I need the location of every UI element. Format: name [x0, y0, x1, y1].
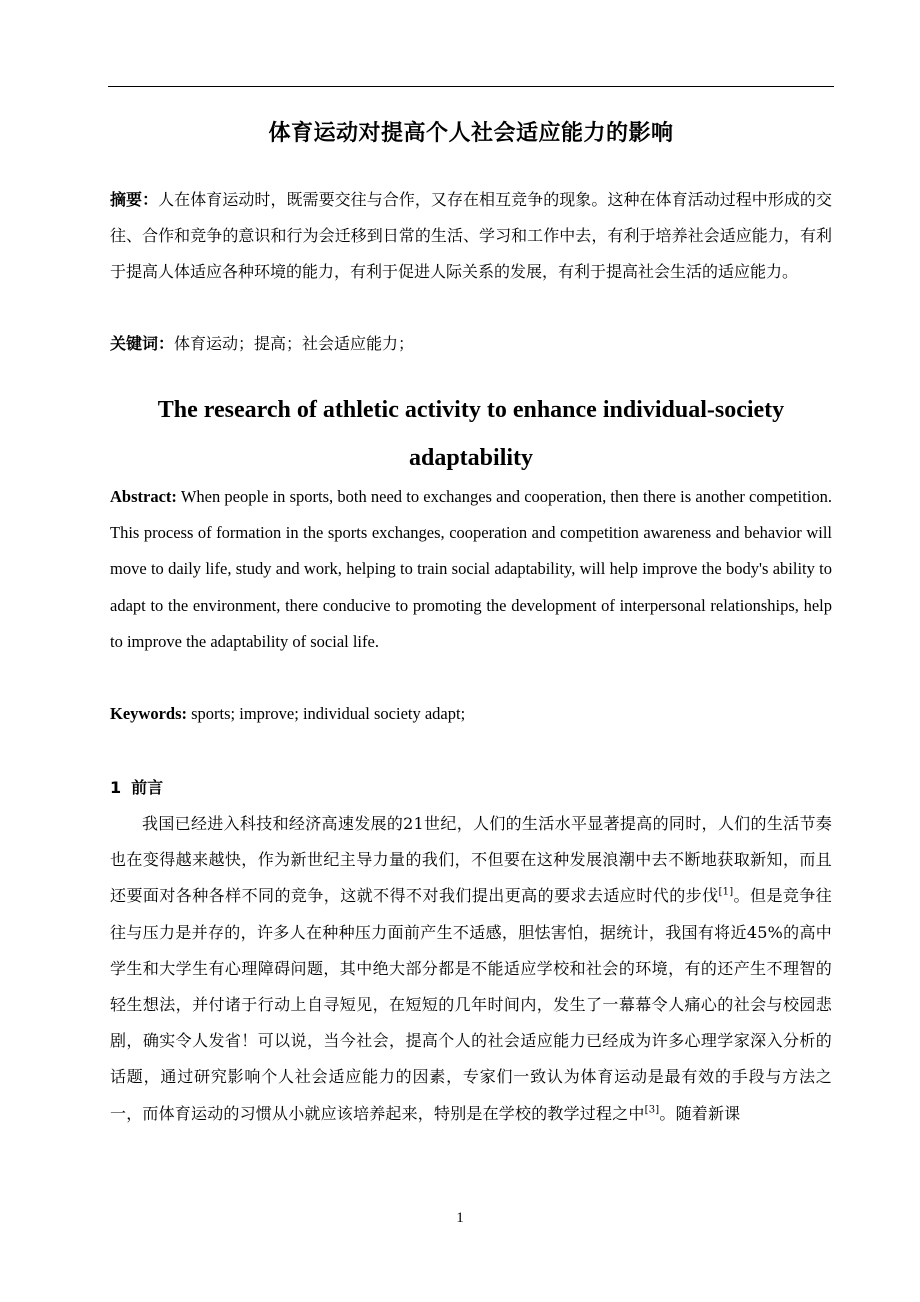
english-abstract — [110, 479, 832, 660]
section-number: 1 — [110, 778, 122, 797]
page-number: 1 — [456, 1210, 464, 1226]
paragraph-text-part3: 。随着新课 — [659, 1103, 741, 1123]
chinese-title: 体育运动对提高个人社会适应能力的影响 — [268, 121, 674, 146]
english-keywords-label: Keywords: — [110, 704, 187, 723]
body-paragraph — [110, 806, 832, 1132]
english-abstract-label: Abstract: — [110, 487, 177, 506]
section-heading — [110, 770, 163, 806]
citation-1[interactable]: [1] — [718, 887, 734, 899]
english-abstract-text: When people in sports, both need to exchanges and cooperation, then there is another competition. This process of formation in the sports exchanges, cooperation and competition awareness and behavior will move to daily life, study and work, helping to train social adaptability, will help improve the body's ability to adapt to the environment, there conducive to promoting the development of interpersonal relationships, help to improve the adaptability of social life. — [110, 487, 832, 651]
citation-3[interactable]: [3] — [644, 1104, 660, 1116]
chinese-keywords — [110, 326, 832, 362]
header-rule — [108, 86, 834, 87]
english-title-line1: The research of athletic activity to enhance individual-society — [157, 397, 785, 423]
english-keywords-text: sports; improve; individual society adapt; — [191, 704, 466, 723]
english-keywords — [110, 696, 832, 732]
chinese-abstract — [110, 182, 832, 290]
chinese-abstract-text: 人在体育运动时，既需要交往与合作，又存在相互竞争的现象。这种在体育活动过程中形成的交往、合作和竞争的意识和行为会迁移到日常的生活、学习和工作中去，有利于培养社会适应能力，有利于提高人体适应各种环境的能力，有利于促进人际关系的发展，有利于提高社会生活的适应能力。 — [110, 190, 832, 281]
paragraph-text-part1: 我国已经进入科技和经济高速发展的21世纪，人们的生活水平显著提高的同时，人们的生活节奏也在变得越来越快，作为新世纪主导力量的我们，不但要在这种发展浪潮中去不断地获取新知，而且还要面对各种各样不同的竞争，这就不得不对我们提出更高的要求去适应时代的步伐 — [110, 814, 832, 906]
chinese-keywords-text: 体育运动；提高；社会适应能力； — [174, 334, 415, 353]
section-title: 前言 — [131, 778, 164, 797]
chinese-keywords-label: 关键词： — [110, 334, 175, 353]
paragraph-text-part2: 。但是竞争往往与压力是并存的，许多人在种种压力面前产生不适感，胆怯害怕，据统计，我国有将近45%的高中学生和大学生有心理障碍问题，其中绝大部分都是不能适应学校和社会的环境，有的还产生不理智的轻生想法，并付诸于行动上自寻短见，在短短的几年时间内，发生了一幕幕令人痛心的社会与校园悲剧，确实令人发省！可以说，当今社会，提高个人的社会适应能力已经成为许多心理学家深入分析的话题，通过研究影响个人社会适应能力的因素，专家们一致认为体育运动是最有效的手段与方法之一，而体育运动的习惯从小就应该培养起来，特别是在学校的教学过程之中 — [110, 886, 832, 1123]
english-title — [108, 386, 834, 482]
chinese-abstract-label: 摘要： — [110, 190, 159, 209]
english-title-line2: adaptability — [408, 445, 534, 471]
